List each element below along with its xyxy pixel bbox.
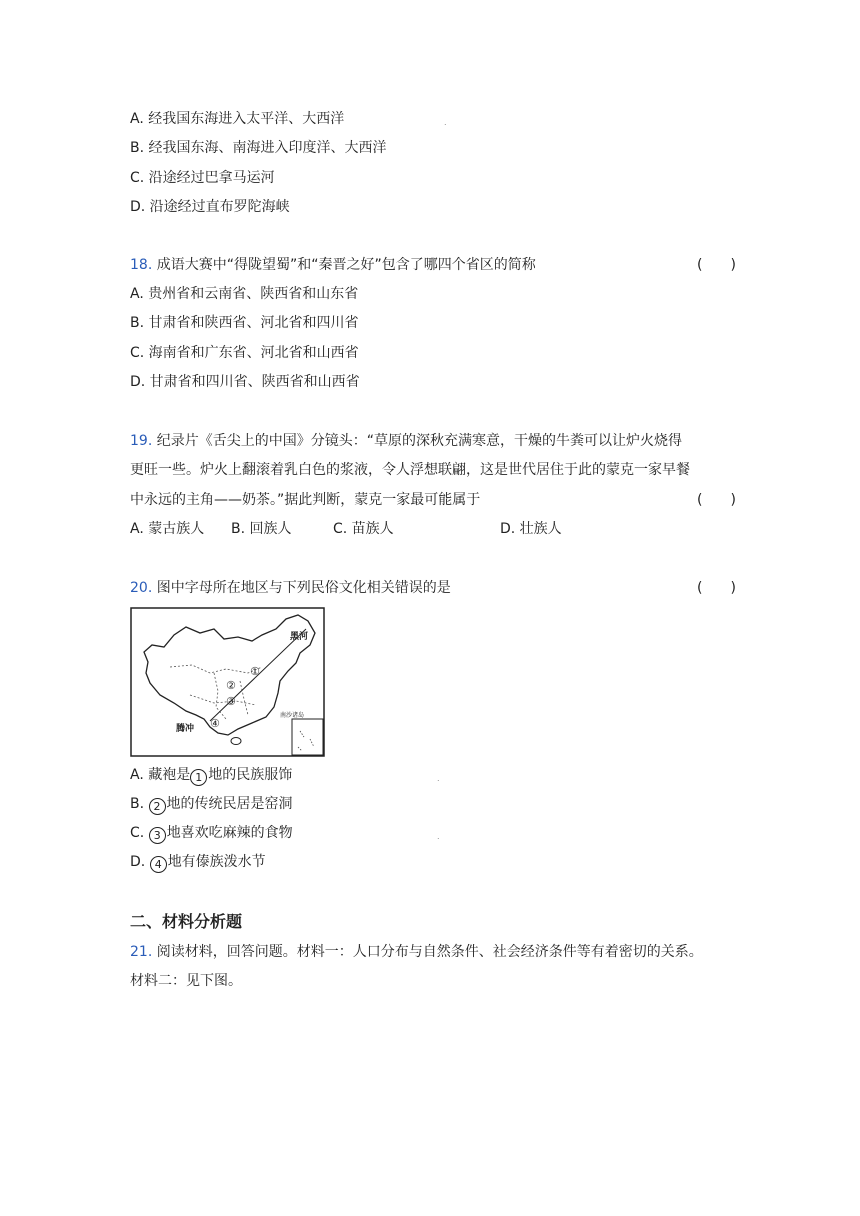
- q20-option-b-text: 地的传统民居是窑洞: [166, 796, 293, 812]
- q19-answer-bracket: ( ): [697, 492, 736, 508]
- marker-4: ④: [210, 717, 220, 730]
- circled-number: 4: [150, 856, 167, 873]
- q20-option-d-prefix: D.: [130, 854, 150, 870]
- q20-answer-bracket: ( ): [697, 580, 736, 596]
- q18-option-b: B. 甘肃省和陕西省、河北省和四川省: [130, 315, 359, 331]
- label-heihe: 黑河: [290, 632, 309, 642]
- q20-option-c-prefix: C.: [130, 825, 149, 841]
- q20-option-b: [130, 795, 293, 815]
- q20-option-b-prefix: B.: [130, 796, 149, 812]
- south-sea-inset: [292, 719, 323, 755]
- china-map-figure: [130, 607, 325, 757]
- q21-number: 21.: [130, 944, 153, 960]
- q19-stem-line2: 更旺一些。炉火上翻滚着乳白色的浆液，令人浮想联翩，这是世代居住于此的蒙克一家早餐: [130, 462, 690, 478]
- q19-option-d: D. 壮族人: [500, 521, 562, 537]
- section-title: 二、材料分析题: [130, 912, 243, 931]
- q17-option-c: C. 沿途经过巴拿马运河: [130, 170, 275, 186]
- marker-1: ①: [250, 665, 260, 678]
- q19-stem-line1: [130, 432, 682, 450]
- q18-stem: [130, 256, 536, 274]
- q20-option-d: [130, 853, 266, 873]
- stray-mark: .: [437, 774, 440, 783]
- q18-answer-bracket: ( ): [697, 257, 736, 273]
- stray-mark: .: [444, 118, 447, 127]
- label-nansha: 南沙诸岛: [280, 712, 305, 719]
- q20-option-a-prefix: A. 藏袍是: [130, 767, 191, 783]
- q20-stem-text: 图中字母所在地区与下列民俗文化相关错误的是: [156, 580, 451, 596]
- label-tengchong: 腾冲: [176, 724, 195, 734]
- q19-stem-text-1: 纪录片《舌尖上的中国》分镜头：“草原的深秋充满寒意，干燥的牛粪可以让炉火烧得: [156, 433, 682, 449]
- q17-option-d: D. 沿途经过直布罗陀海峡: [130, 199, 290, 215]
- q19-option-c: C. 苗族人: [333, 521, 394, 537]
- q18-option-a: A. 贵州省和云南省、陕西省和山东省: [130, 286, 359, 302]
- circled-number: 3: [149, 827, 166, 844]
- circled-number: 2: [149, 798, 166, 815]
- q20-number: 20.: [130, 580, 153, 596]
- q21-line2: 材料二：见下图。: [130, 973, 242, 989]
- q19-option-a: A. 蒙古族人: [130, 521, 205, 537]
- q17-option-a: A. 经我国东海进入太平洋、大西洋: [130, 111, 345, 127]
- q18-option-c: C. 海南省和广东省、河北省和山西省: [130, 345, 359, 361]
- q21-text-1: 阅读材料，回答问题。材料一：人口分布与自然条件、社会经济条件等有着密切的关系。: [156, 944, 703, 960]
- q19-number: 19.: [130, 433, 153, 449]
- marker-2: ②: [226, 679, 236, 692]
- q20-option-c-text: 地喜欢吃麻辣的食物: [166, 825, 293, 841]
- q18-option-d: D. 甘肃省和四川省、陕西省和山西省: [130, 374, 360, 390]
- q20-option-a-text: 地的民族服饰: [208, 767, 293, 783]
- q20-option-d-text: 地有傣族泼水节: [167, 854, 266, 870]
- stray-mark: .: [437, 832, 440, 841]
- circled-number: 1: [190, 769, 207, 786]
- q21-line1: [130, 943, 703, 961]
- q20-option-c: [130, 824, 293, 844]
- q19-option-b: B. 回族人: [231, 521, 292, 537]
- q17-option-b: B. 经我国东海、南海进入印度洋、大西洋: [130, 140, 387, 156]
- q18-stem-text: 成语大赛中“得陇望蜀”和“秦晋之好”包含了哪四个省区的简称: [156, 257, 536, 273]
- q19-stem-line3: 中永远的主角——奶茶。”据此判断，蒙克一家最可能属于: [130, 492, 481, 508]
- marker-3: ③: [226, 695, 236, 708]
- q18-number: 18.: [130, 257, 153, 273]
- q20-stem: [130, 579, 451, 597]
- q20-option-a: [130, 766, 292, 786]
